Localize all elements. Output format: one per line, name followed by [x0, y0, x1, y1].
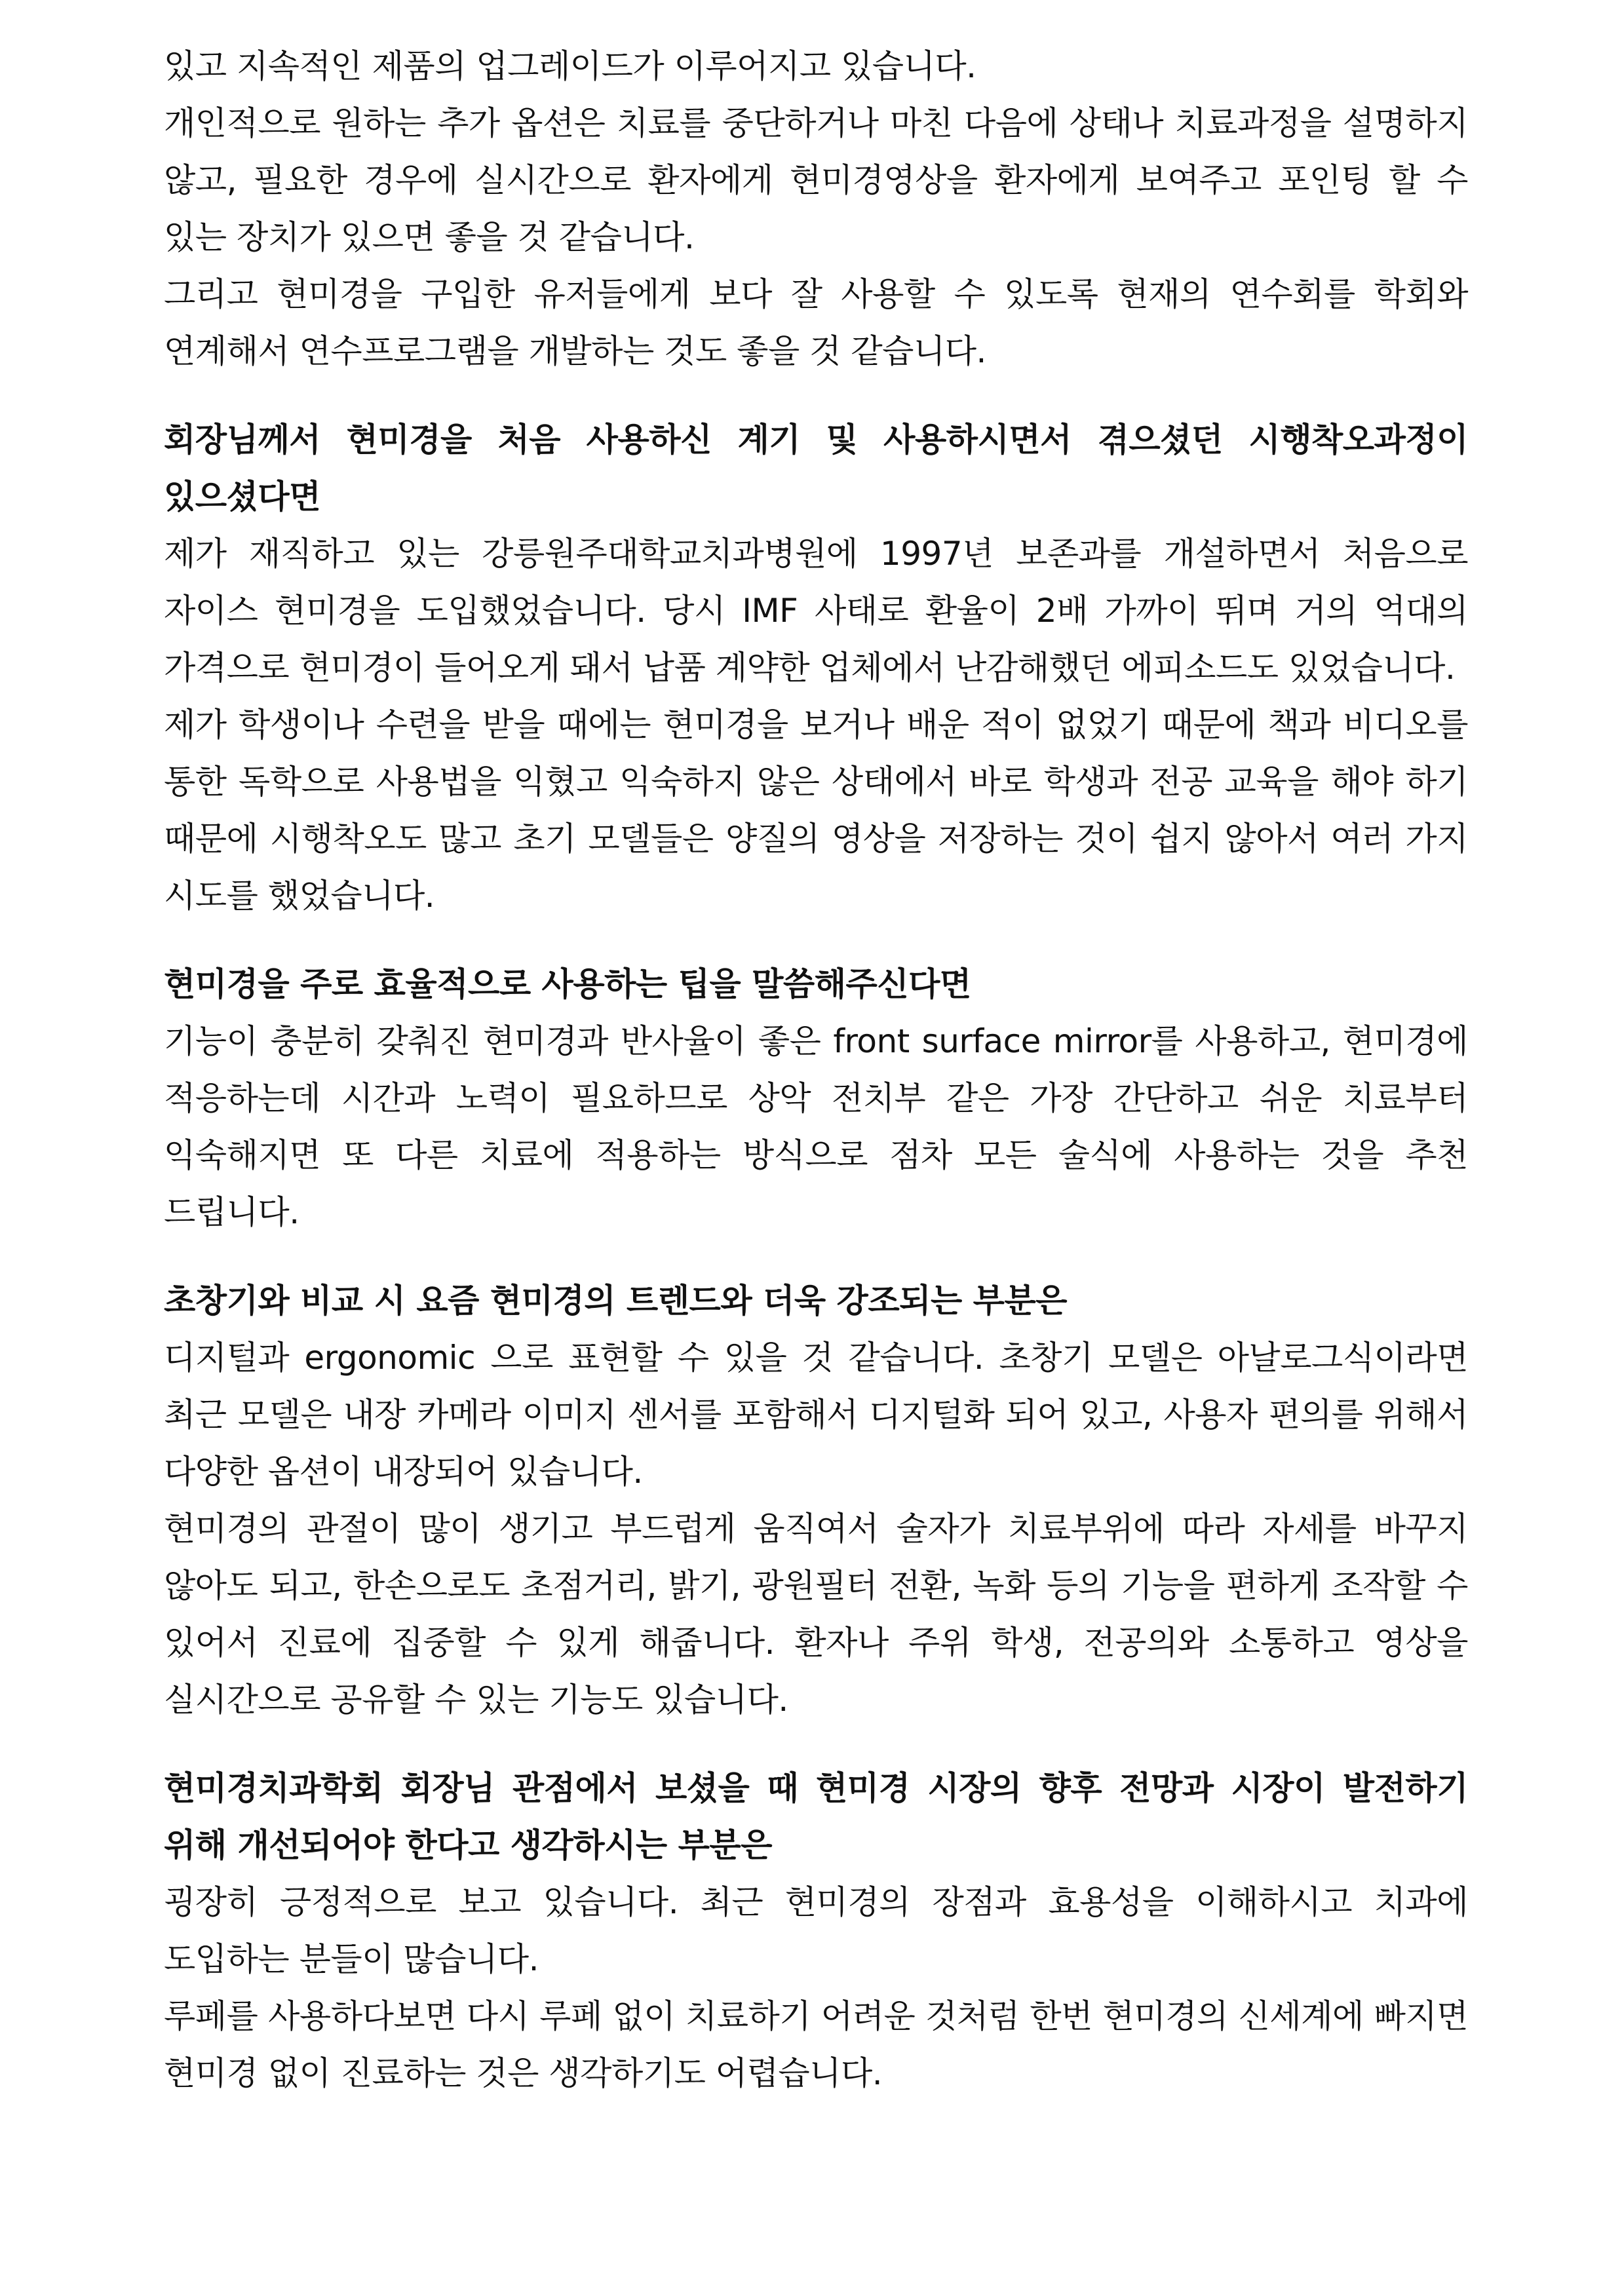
- intro-section: [164, 38, 1468, 380]
- document-body: [164, 38, 1468, 2102]
- question-heading: 현미경치과학회 회장님 관점에서 보셨을 때 현미경 시장의 향후 전망과 시장이 발전하기 위해 개선되어야 한다고 생각하시는 부분은: [164, 1769, 1468, 1864]
- question-heading: 현미경을 주로 효율적으로 사용하는 팁을 말씀해주신다면: [164, 965, 971, 1003]
- paragraph: 기능이 충분히 갖춰진 현미경과 반사율이 좋은 front surface mirror를 사용하고, 현미경에 적응하는데 시간과 노력이 필요하므로 상악 전치부 같은 가장 간단하고 쉬운 치료부터 익숙해지면 또 다른 치료에 적용하는 방식으로 점차 모든 술식에 사용하는 것을 추천 드립니다.: [164, 1022, 1468, 1231]
- qa-section-first-use: [164, 411, 1468, 925]
- paragraph: 제가 재직하고 있는 강릉원주대학교치과병원에 1997년 보존과를 개설하면서 처음으로 자이스 현미경을 도입했었습니다. 당시 IMF 사태로 환율이 2배 가까이 뛰며 거의 억대의 가격으로 현미경이 들어오게 돼서 납품 계약한 업체에서 난감해했던 에피소드도 있었습니다.: [164, 535, 1468, 687]
- paragraph: 현미경의 관절이 많이 생기고 부드럽게 움직여서 술자가 치료부위에 따라 자세를 바꾸지 않아도 되고, 한손으로도 초점거리, 밝기, 광원필터 전환, 녹화 등의 기능을 편하게 조작할 수 있어서 진료에 집중할 수 있게 해줍니다. 환자나 주위 학생, 전공의와 소통하고 영상을 실시간으로 공유할 수 있는 기능도 있습니다.: [164, 1510, 1468, 1719]
- paragraph: 개인적으로 원하는 추가 옵션은 치료를 중단하거나 마친 다음에 상태나 치료과정을 설명하지 않고, 필요한 경우에 실시간으로 환자에게 현미경영상을 환자에게 보여주고 포인팅 할 수 있는 장치가 있으면 좋을 것 같습니다.: [164, 104, 1468, 256]
- paragraph: 루페를 사용하다보면 다시 루페 없이 치료하기 어려운 것처럼 한번 현미경의 신세계에 빠지면 현미경 없이 진료하는 것은 생각하기도 어렵습니다.: [164, 1997, 1468, 2092]
- qa-section-market-outlook: [164, 1760, 1468, 2102]
- question-heading: 회장님께서 현미경을 처음 사용하신 계기 및 사용하시면서 겪으셨던 시행착오과정이 있으셨다면: [164, 421, 1468, 516]
- paragraph: 제가 학생이나 수련을 받을 때에는 현미경을 보거나 배운 적이 없었기 때문에 책과 비디오를 통한 독학으로 사용법을 익혔고 익숙하지 않은 상태에서 바로 학생과 전공 교육을 해야 하기 때문에 시행착오도 많고 초기 모델들은 양질의 영상을 저장하는 것이 쉽지 않아서 여러 가지 시도를 했었습니다.: [164, 706, 1468, 915]
- paragraph: 굉장히 긍정적으로 보고 있습니다. 최근 현미경의 장점과 효용성을 이해하시고 치과에 도입하는 분들이 많습니다.: [164, 1883, 1468, 1978]
- qa-section-tips: [164, 956, 1468, 1241]
- question-heading: 초창기와 비교 시 요즘 현미경의 트렌드와 더욱 강조되는 부분은: [164, 1282, 1068, 1320]
- paragraph: 그리고 현미경을 구입한 유저들에게 보다 잘 사용할 수 있도록 현재의 연수회를 학회와 연계해서 연수프로그램을 개발하는 것도 좋을 것 같습니다.: [164, 275, 1468, 370]
- paragraph: 디지털과 ergonomic 으로 표현할 수 있을 것 같습니다. 초창기 모델은 아날로그식이라면 최근 모델은 내장 카메라 이미지 센서를 포함해서 디지털화 되어 있고, 사용자 편의를 위해서 다양한 옵션이 내장되어 있습니다.: [164, 1339, 1468, 1491]
- paragraph: 있고 지속적인 제품의 업그레이드가 이루어지고 있습니다.: [164, 47, 976, 85]
- qa-section-trends: [164, 1272, 1468, 1729]
